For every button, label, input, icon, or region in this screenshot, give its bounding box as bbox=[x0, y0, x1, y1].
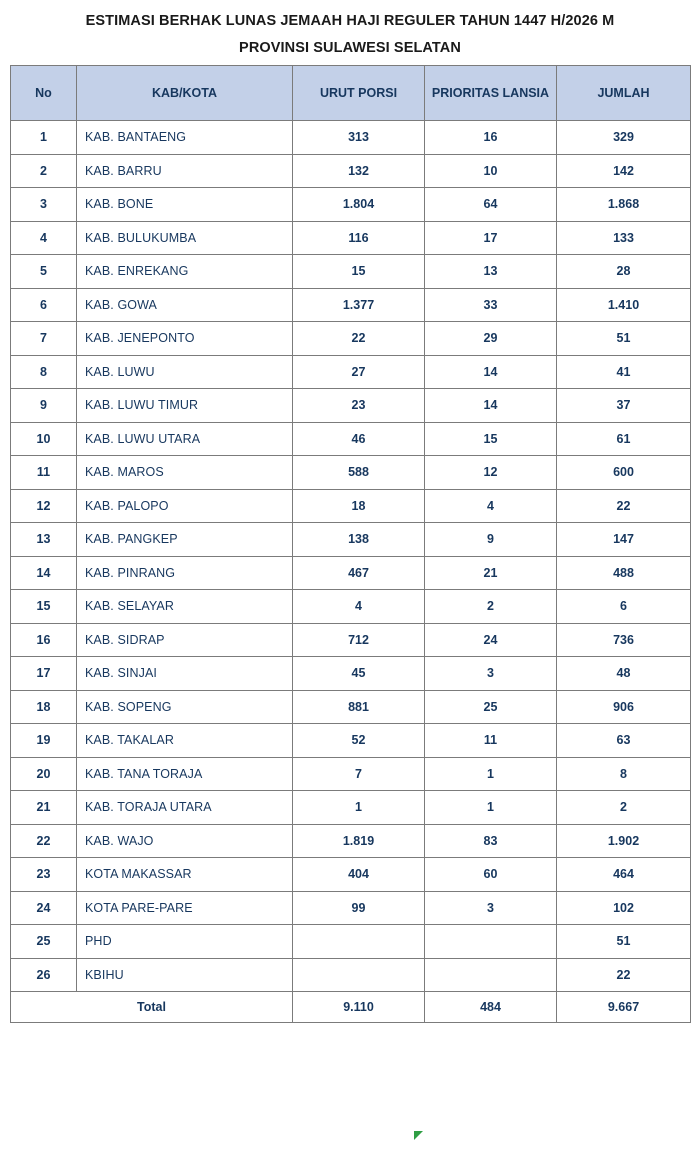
row-kabkota: KAB. LUWU bbox=[77, 355, 293, 389]
row-jumlah: 51 bbox=[557, 925, 691, 959]
row-kabkota: KAB. PINRANG bbox=[77, 556, 293, 590]
row-jumlah: 600 bbox=[557, 456, 691, 490]
row-prioritas-lansia bbox=[425, 958, 557, 992]
row-prioritas-lansia: 16 bbox=[425, 121, 557, 155]
row-prioritas-lansia: 83 bbox=[425, 824, 557, 858]
row-jumlah: 22 bbox=[557, 958, 691, 992]
row-kabkota: KAB. BULUKUMBA bbox=[77, 221, 293, 255]
row-urut-porsi: 18 bbox=[293, 489, 425, 523]
table-row bbox=[11, 389, 691, 423]
row-number: 17 bbox=[11, 657, 77, 691]
row-jumlah: 1.902 bbox=[557, 824, 691, 858]
row-number: 7 bbox=[11, 322, 77, 356]
row-jumlah: 8 bbox=[557, 757, 691, 791]
row-number: 11 bbox=[11, 456, 77, 490]
row-urut-porsi: 1 bbox=[293, 791, 425, 825]
table-row bbox=[11, 791, 691, 825]
row-jumlah: 736 bbox=[557, 623, 691, 657]
row-number: 9 bbox=[11, 389, 77, 423]
column-header-urut-porsi: URUT PORSI bbox=[293, 66, 425, 121]
row-urut-porsi: 588 bbox=[293, 456, 425, 490]
document-title-block bbox=[10, 12, 690, 58]
row-prioritas-lansia: 14 bbox=[425, 355, 557, 389]
row-prioritas-lansia: 14 bbox=[425, 389, 557, 423]
row-jumlah: 63 bbox=[557, 724, 691, 758]
row-jumlah: 464 bbox=[557, 858, 691, 892]
row-number: 25 bbox=[11, 925, 77, 959]
column-header-no: No bbox=[11, 66, 77, 121]
row-prioritas-lansia: 13 bbox=[425, 255, 557, 289]
row-urut-porsi: 138 bbox=[293, 523, 425, 557]
row-jumlah: 28 bbox=[557, 255, 691, 289]
row-urut-porsi: 132 bbox=[293, 154, 425, 188]
row-jumlah: 6 bbox=[557, 590, 691, 624]
row-number: 18 bbox=[11, 690, 77, 724]
row-urut-porsi: 46 bbox=[293, 422, 425, 456]
row-number: 26 bbox=[11, 958, 77, 992]
table-row bbox=[11, 422, 691, 456]
page-title: ESTIMASI BERHAK LUNAS JEMAAH HAJI REGULER TAHUN 1447 H/2026 M bbox=[85, 13, 615, 29]
row-prioritas-lansia bbox=[425, 925, 557, 959]
row-urut-porsi: 1.377 bbox=[293, 288, 425, 322]
estimation-table bbox=[10, 65, 691, 1023]
row-kabkota: KOTA PARE-PARE bbox=[77, 891, 293, 925]
row-jumlah: 37 bbox=[557, 389, 691, 423]
table-row bbox=[11, 221, 691, 255]
row-prioritas-lansia: 3 bbox=[425, 891, 557, 925]
row-urut-porsi: 7 bbox=[293, 757, 425, 791]
row-prioritas-lansia: 21 bbox=[425, 556, 557, 590]
row-urut-porsi: 23 bbox=[293, 389, 425, 423]
row-prioritas-lansia: 11 bbox=[425, 724, 557, 758]
row-number: 22 bbox=[11, 824, 77, 858]
table-row bbox=[11, 489, 691, 523]
table-row bbox=[11, 590, 691, 624]
row-prioritas-lansia: 1 bbox=[425, 791, 557, 825]
row-number: 19 bbox=[11, 724, 77, 758]
row-kabkota: KAB. SOPENG bbox=[77, 690, 293, 724]
table-header bbox=[11, 66, 691, 121]
row-kabkota: KAB. PANGKEP bbox=[77, 523, 293, 557]
row-jumlah: 2 bbox=[557, 791, 691, 825]
row-kabkota: KAB. SIDRAP bbox=[77, 623, 293, 657]
column-header-jumlah: JUMLAH bbox=[557, 66, 691, 121]
table-row bbox=[11, 322, 691, 356]
table-row bbox=[11, 255, 691, 289]
row-kabkota: KAB. BONE bbox=[77, 188, 293, 222]
row-number: 23 bbox=[11, 858, 77, 892]
row-kabkota: KAB. TORAJA UTARA bbox=[77, 791, 293, 825]
row-jumlah: 147 bbox=[557, 523, 691, 557]
row-kabkota: KAB. TAKALAR bbox=[77, 724, 293, 758]
row-kabkota: KAB. MAROS bbox=[77, 456, 293, 490]
table-row bbox=[11, 288, 691, 322]
row-prioritas-lansia: 1 bbox=[425, 757, 557, 791]
row-number: 16 bbox=[11, 623, 77, 657]
row-jumlah: 102 bbox=[557, 891, 691, 925]
table-row bbox=[11, 891, 691, 925]
total-jumlah: 9.667 bbox=[557, 992, 691, 1023]
row-kabkota: KBIHU bbox=[77, 958, 293, 992]
row-kabkota: KAB. LUWU UTARA bbox=[77, 422, 293, 456]
table-body bbox=[11, 121, 691, 992]
row-jumlah: 133 bbox=[557, 221, 691, 255]
row-number: 6 bbox=[11, 288, 77, 322]
row-prioritas-lansia: 3 bbox=[425, 657, 557, 691]
row-number: 21 bbox=[11, 791, 77, 825]
total-label: Total bbox=[11, 992, 293, 1023]
row-prioritas-lansia: 24 bbox=[425, 623, 557, 657]
table-row bbox=[11, 523, 691, 557]
row-urut-porsi: 467 bbox=[293, 556, 425, 590]
column-header-prioritas-lansia: PRIORITAS LANSIA bbox=[425, 66, 557, 121]
row-kabkota: KAB. ENREKANG bbox=[77, 255, 293, 289]
column-header-kabkota: KAB/KOTA bbox=[77, 66, 293, 121]
row-urut-porsi: 404 bbox=[293, 858, 425, 892]
row-prioritas-lansia: 29 bbox=[425, 322, 557, 356]
row-kabkota: KAB. JENEPONTO bbox=[77, 322, 293, 356]
row-urut-porsi: 99 bbox=[293, 891, 425, 925]
table-row bbox=[11, 657, 691, 691]
row-jumlah: 51 bbox=[557, 322, 691, 356]
row-number: 10 bbox=[11, 422, 77, 456]
row-kabkota: KAB. PALOPO bbox=[77, 489, 293, 523]
row-urut-porsi: 313 bbox=[293, 121, 425, 155]
row-urut-porsi: 1.819 bbox=[293, 824, 425, 858]
row-jumlah: 22 bbox=[557, 489, 691, 523]
row-number: 24 bbox=[11, 891, 77, 925]
row-number: 5 bbox=[11, 255, 77, 289]
row-urut-porsi bbox=[293, 958, 425, 992]
table-footer-row bbox=[11, 992, 691, 1023]
row-kabkota: KAB. TANA TORAJA bbox=[77, 757, 293, 791]
page-subtitle: PROVINSI SULAWESI SELATAN bbox=[239, 39, 461, 56]
table-row bbox=[11, 757, 691, 791]
row-prioritas-lansia: 9 bbox=[425, 523, 557, 557]
row-urut-porsi: 116 bbox=[293, 221, 425, 255]
row-kabkota: KOTA MAKASSAR bbox=[77, 858, 293, 892]
row-jumlah: 329 bbox=[557, 121, 691, 155]
table-row bbox=[11, 154, 691, 188]
row-number: 1 bbox=[11, 121, 77, 155]
row-prioritas-lansia: 33 bbox=[425, 288, 557, 322]
row-urut-porsi: 4 bbox=[293, 590, 425, 624]
table-row bbox=[11, 690, 691, 724]
row-jumlah: 142 bbox=[557, 154, 691, 188]
row-jumlah: 906 bbox=[557, 690, 691, 724]
row-jumlah: 1.868 bbox=[557, 188, 691, 222]
row-urut-porsi bbox=[293, 925, 425, 959]
row-urut-porsi: 22 bbox=[293, 322, 425, 356]
row-kabkota: KAB. BARRU bbox=[77, 154, 293, 188]
table-footer bbox=[11, 992, 691, 1023]
table-row bbox=[11, 188, 691, 222]
row-number: 2 bbox=[11, 154, 77, 188]
row-prioritas-lansia: 4 bbox=[425, 489, 557, 523]
row-kabkota: KAB. BANTAENG bbox=[77, 121, 293, 155]
row-urut-porsi: 1.804 bbox=[293, 188, 425, 222]
table-row bbox=[11, 724, 691, 758]
row-jumlah: 41 bbox=[557, 355, 691, 389]
row-prioritas-lansia: 17 bbox=[425, 221, 557, 255]
row-jumlah: 1.410 bbox=[557, 288, 691, 322]
table-row bbox=[11, 824, 691, 858]
row-urut-porsi: 881 bbox=[293, 690, 425, 724]
row-prioritas-lansia: 12 bbox=[425, 456, 557, 490]
table-row bbox=[11, 958, 691, 992]
row-number: 20 bbox=[11, 757, 77, 791]
row-urut-porsi: 712 bbox=[293, 623, 425, 657]
row-urut-porsi: 15 bbox=[293, 255, 425, 289]
total-prioritas-lansia: 484 bbox=[425, 992, 557, 1023]
row-urut-porsi: 45 bbox=[293, 657, 425, 691]
row-number: 4 bbox=[11, 221, 77, 255]
row-prioritas-lansia: 60 bbox=[425, 858, 557, 892]
row-prioritas-lansia: 15 bbox=[425, 422, 557, 456]
row-urut-porsi: 27 bbox=[293, 355, 425, 389]
row-jumlah: 61 bbox=[557, 422, 691, 456]
row-jumlah: 488 bbox=[557, 556, 691, 590]
row-number: 15 bbox=[11, 590, 77, 624]
row-prioritas-lansia: 2 bbox=[425, 590, 557, 624]
table-row bbox=[11, 925, 691, 959]
row-number: 13 bbox=[11, 523, 77, 557]
row-prioritas-lansia: 25 bbox=[425, 690, 557, 724]
row-number: 3 bbox=[11, 188, 77, 222]
row-number: 8 bbox=[11, 355, 77, 389]
table-header-row bbox=[11, 66, 691, 121]
row-number: 14 bbox=[11, 556, 77, 590]
green-triangle-marker-icon bbox=[414, 1131, 423, 1140]
row-kabkota: PHD bbox=[77, 925, 293, 959]
row-kabkota: KAB. SELAYAR bbox=[77, 590, 293, 624]
row-prioritas-lansia: 64 bbox=[425, 188, 557, 222]
table-row bbox=[11, 556, 691, 590]
row-number: 12 bbox=[11, 489, 77, 523]
row-kabkota: KAB. LUWU TIMUR bbox=[77, 389, 293, 423]
total-urut-porsi: 9.110 bbox=[293, 992, 425, 1023]
row-urut-porsi: 52 bbox=[293, 724, 425, 758]
row-kabkota: KAB. SINJAI bbox=[77, 657, 293, 691]
row-jumlah: 48 bbox=[557, 657, 691, 691]
row-kabkota: KAB. WAJO bbox=[77, 824, 293, 858]
row-prioritas-lansia: 10 bbox=[425, 154, 557, 188]
table-row bbox=[11, 623, 691, 657]
row-kabkota: KAB. GOWA bbox=[77, 288, 293, 322]
table-row bbox=[11, 355, 691, 389]
table-row bbox=[11, 121, 691, 155]
table-row bbox=[11, 456, 691, 490]
table-row bbox=[11, 858, 691, 892]
